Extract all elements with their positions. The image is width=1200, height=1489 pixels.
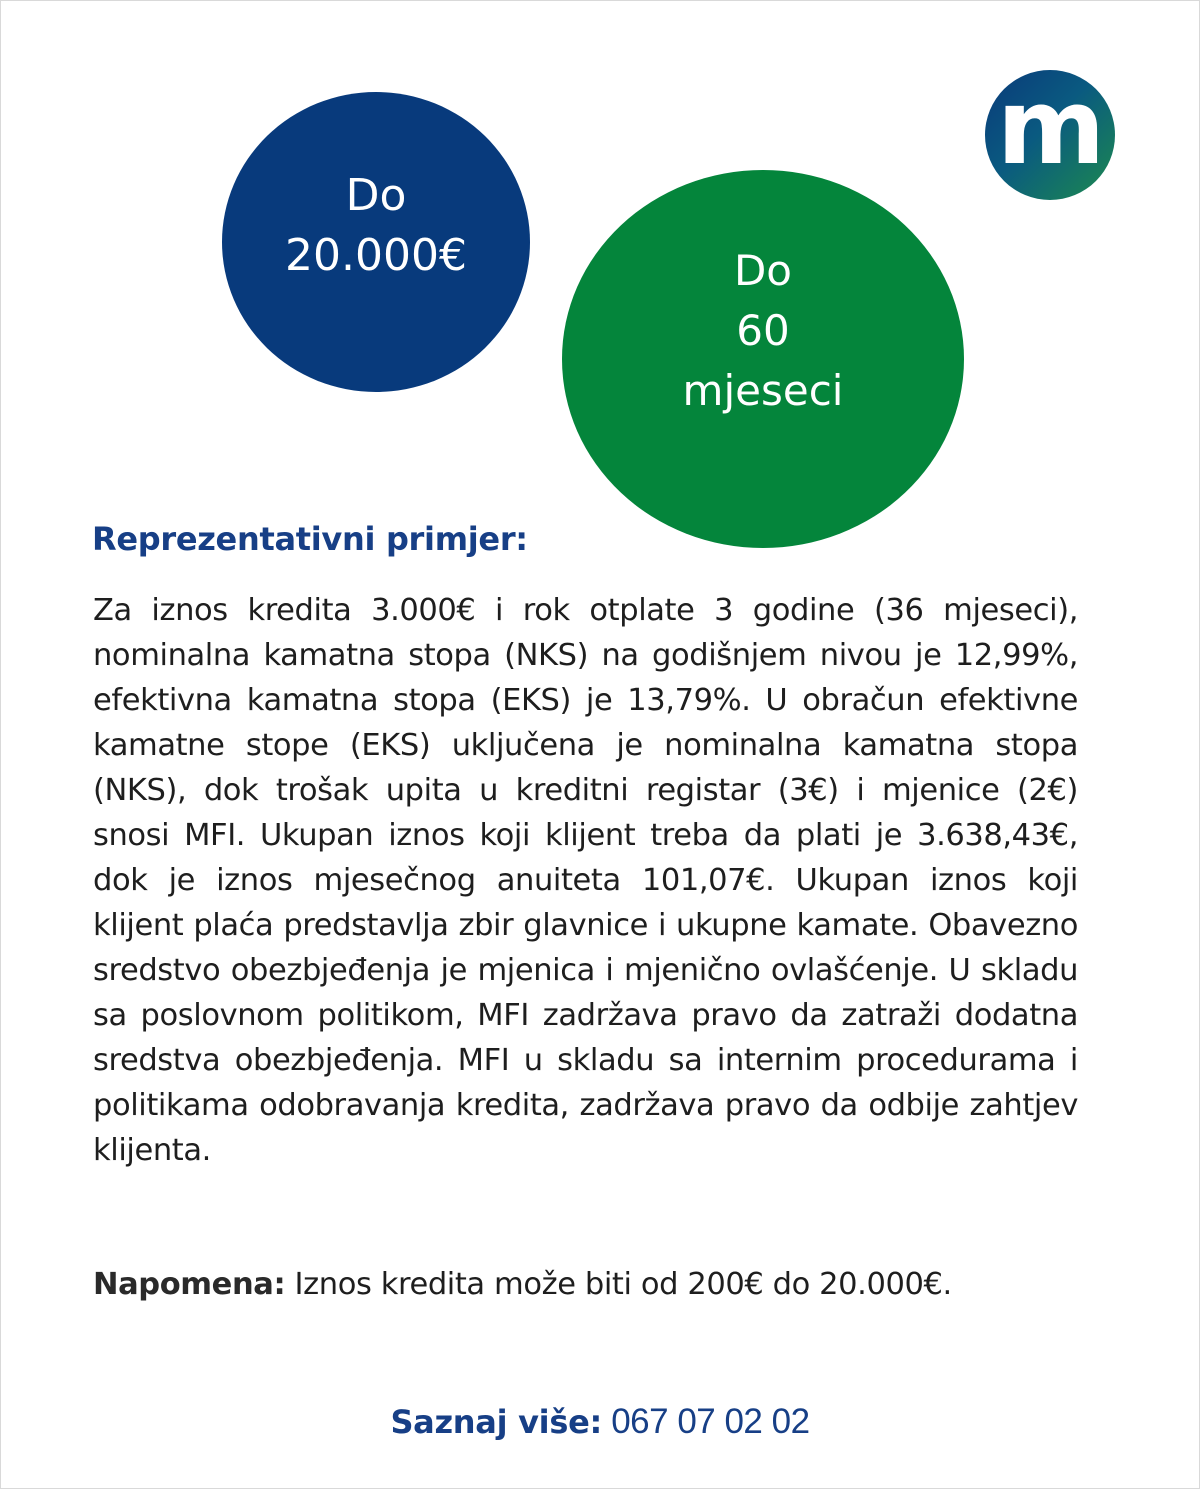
example-heading: Reprezentativni primjer: — [92, 520, 528, 558]
term-circle-value: 60 — [736, 306, 790, 355]
note — [93, 1262, 952, 1307]
footer-label: Saznaj više: — [390, 1403, 602, 1441]
note-text: Iznos kredita može biti od 200€ do 20.000€. — [285, 1267, 952, 1302]
brand-logo — [985, 70, 1115, 200]
amount-circle — [222, 92, 530, 392]
footer-contact — [0, 1398, 1200, 1446]
term-circle-unit: mjeseci — [682, 366, 844, 415]
term-circle-content — [683, 241, 844, 421]
term-circle-prefix: Do — [733, 246, 793, 295]
logo-letter: m — [996, 70, 1104, 188]
amount-circle-value: 20.000€ — [285, 230, 467, 281]
amount-circle-prefix: Do — [345, 170, 407, 221]
note-label: Napomena: — [93, 1267, 286, 1302]
example-text: Za iznos kredita 3.000€ i rok otplate 3 godine (36 mjeseci), nominalna kamatna stopa (NKS) na godišnjem nivou je 12,99%, efektivna kamatna stopa (EKS) je 13,79%. U obračun efektivne kamatne stope (EKS) uključena je nominalna kamatna stopa (NKS), dok trošak upita u kreditni registar (3€) i mjenice (2€) snosi MFI. Ukupan iznos koji klijent treba da plati je 3.638,43€, dok je iznos mjesečnog anuiteta 101,07€. Ukupan iznos koji klijent plaća predstavlja zbir glavnice i ukupne kamate. Obavezno sredstvo obezbjeđenja je mjenica i mjenično ovlašćenje. U skladu sa poslovnom politikom, MFI zadržava pravo da zatraži dodatna sredstva obezbjeđenja. MFI u skladu sa internim procedurama i politikama odobravanja kredita, zadržava pravo da odbije zahtjev klijenta. — [93, 593, 1078, 1168]
footer-phone[interactable]: 067 07 02 02 — [601, 1402, 810, 1441]
term-circle — [562, 170, 964, 548]
